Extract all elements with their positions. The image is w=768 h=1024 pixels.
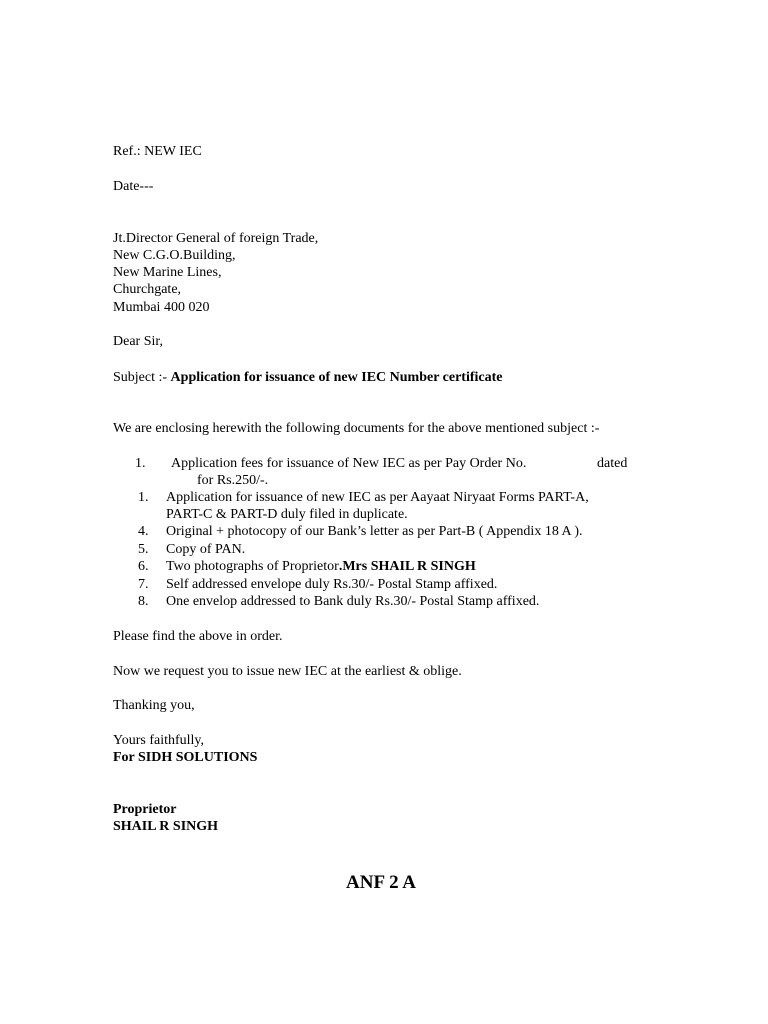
list-item-number: 6. xyxy=(138,559,149,574)
list-item-text: Application fees for issuance of New IEC as per Pay Order No. xyxy=(171,456,527,471)
date-line: Date--- xyxy=(113,179,154,194)
subject-prefix: Subject :- xyxy=(113,370,171,385)
address-line: New C.G.O.Building, xyxy=(113,248,236,263)
address-line: Jt.Director General of foreign Trade, xyxy=(113,231,319,246)
list-item-text: One envelop addressed to Bank duly Rs.30/- Postal Stamp affixed. xyxy=(166,594,540,609)
subject-text: Application for issuance of new IEC Number certificate xyxy=(170,370,503,385)
list-item-text: Self addressed envelope duly Rs.30/- Postal Stamp affixed. xyxy=(166,577,498,592)
company-name: For SIDH SOLUTIONS xyxy=(113,750,258,765)
address-line: Mumbai 400 020 xyxy=(113,300,210,315)
salutation: Dear Sir, xyxy=(113,334,163,349)
list-item-text: Copy of PAN. xyxy=(166,542,246,557)
list-item-text: for Rs.250/-. xyxy=(197,473,269,488)
list-item-number: 1. xyxy=(138,490,149,505)
list-item-text: dated xyxy=(597,456,628,471)
closing-line: Yours faithfully, xyxy=(113,733,205,748)
signatory-title: Proprietor xyxy=(113,802,177,817)
proprietor-name: .Mrs SHAIL R SINGH xyxy=(338,559,476,574)
intro-paragraph: We are enclosing herewith the following documents for the above mentioned subject :- xyxy=(113,421,600,436)
list-item-number: 5. xyxy=(138,542,149,557)
ref-line: Ref.: NEW IEC xyxy=(113,144,202,159)
list-item-number: 7. xyxy=(138,577,149,592)
list-item-number: 4. xyxy=(138,524,149,539)
subject-line xyxy=(113,369,503,386)
address-line: New Marine Lines, xyxy=(113,265,222,280)
signatory-name: SHAIL R SINGH xyxy=(113,819,219,834)
request-paragraph: Now we request you to issue new IEC at the earliest & oblige. xyxy=(113,664,462,679)
list-item-text: Application for issuance of new IEC as per Aayaat Niryaat Forms PART-A, xyxy=(166,490,589,505)
order-note: Please find the above in order. xyxy=(113,629,283,644)
list-item-number: 8. xyxy=(138,594,149,609)
list-item-text: Two photographs of Proprietor xyxy=(166,559,339,574)
form-heading: ANF 2 A xyxy=(346,872,417,893)
list-item-text xyxy=(166,558,476,575)
address-line: Churchgate, xyxy=(113,282,182,297)
list-item-number: 1. xyxy=(135,456,146,471)
list-item-text: PART-C & PART-D duly filed in duplicate. xyxy=(166,507,408,522)
thanks-line: Thanking you, xyxy=(113,698,195,713)
list-item-text: Original + photocopy of our Bank’s letter as per Part-B ( Appendix 18 A ). xyxy=(166,524,583,539)
